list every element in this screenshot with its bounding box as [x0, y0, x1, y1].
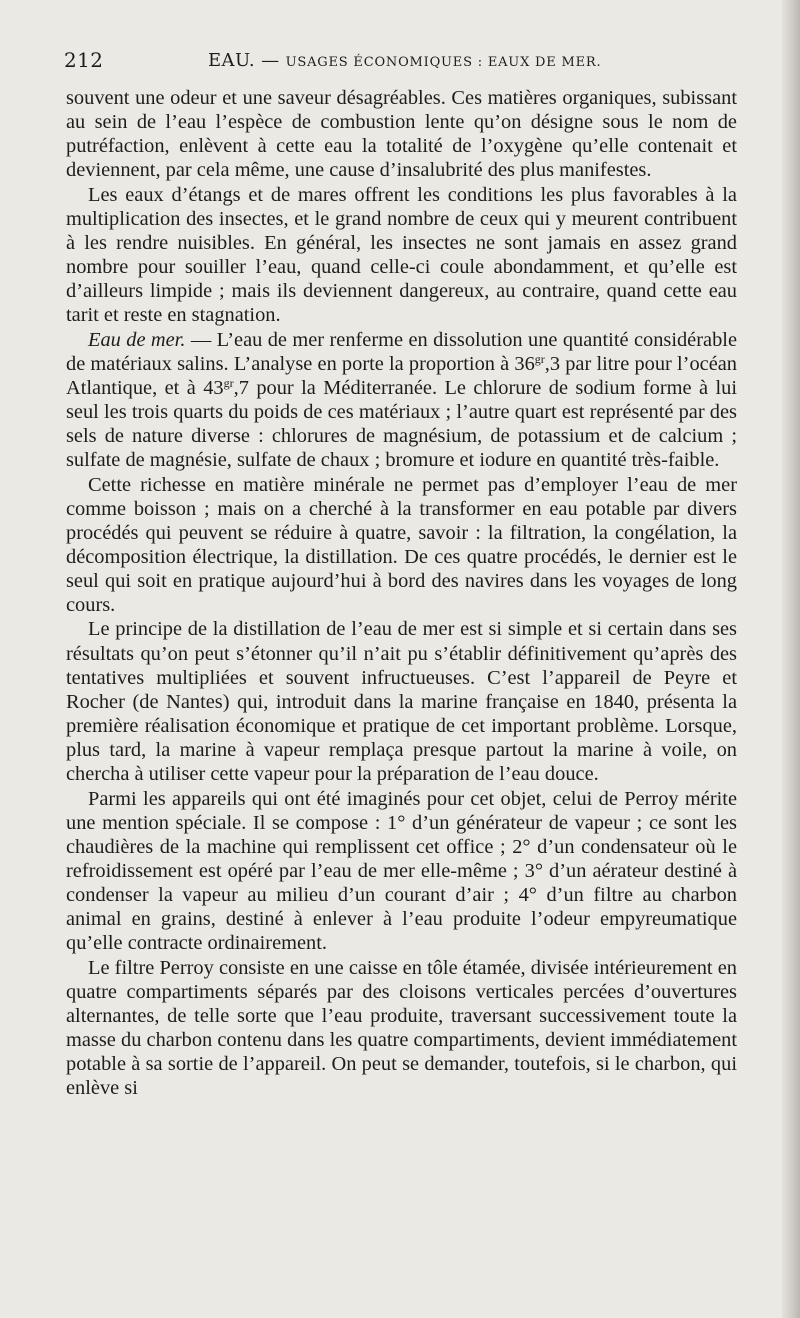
running-title-section: USAGES ÉCONOMIQUES : EAUX DE MER. [285, 55, 602, 70]
text-run: ,3 par litre pour l’océan Atlantique, et à 43 [66, 352, 737, 399]
running-header [64, 48, 736, 78]
unit-superscript: gr [534, 351, 545, 366]
paragraph: souvent une odeur et une saveur désagréables. Ces matières organiques, subissant au sein de l’eau l’espèce de combustion lente qu’on désigne sous le nom de putréfaction, enlèvent à cette eau la totalité de l’oxygène qu’elle contenait et deviennent, par cela même, une cause d’insalubrité des plus manifestes. [66, 87, 737, 182]
body-text [66, 86, 737, 1101]
paragraph: Le principe de la distillation de l’eau de mer est si simple et si certain dans ses résultats qu’on peut s’étonner qu’il n’ait pu s’établir définitivement qu’après des tentatives multipliées et souvent infructueuses. C’est l’appareil de Peyre et Rocher (de Nantes) qui, introduit dans la marine française en 1840, présenta la première réalisation économique et pratique de cet important problème. Lorsque, plus tard, la marine à vapeur remplaça presque partout la marine à voile, on chercha à utiliser cette vapeur pour la préparation de l’eau douce. [66, 618, 737, 786]
paragraph: Cette richesse en matière minérale ne permet pas d’employer l’eau de mer comme boisson ; mais on a cherché à la transformer en eau potable par divers procédés qui peuvent se réduire à quatre, savoir : la filtration, la congélation, la décomposition électrique, la distillation. De ces quatre procédés, le dernier est le seul qui soit en pratique aujourd’hui à bord des navires dans les voyages de long cours. [66, 473, 737, 617]
paragraph: Parmi les appareils qui ont été imaginés pour cet objet, celui de Perroy mérite une mention spéciale. Il se compose : 1° d’un générateur de vapeur ; ce sont les chaudières de la machine qui remplissent cet office ; 2° d’un condensateur où le refroidissement est opéré par l’eau de mer elle-même ; 3° d’un aérateur destiné à condenser la vapeur au milieu d’un courant d’air ; 4° d’un filtre au charbon animal en grains, destiné à enlever à l’eau produite l’odeur empyreumatique qu’elle contracte ordinairement. [66, 787, 737, 955]
page-edge-shadow [782, 0, 800, 1318]
section-heading-italic: Eau de mer. [88, 328, 186, 351]
paragraph-sea-water [66, 328, 737, 473]
running-title [208, 50, 601, 71]
unit-superscript: gr [223, 375, 234, 390]
text-run: — L’eau de mer renferme en dissolution une quantité considérable de matériaux salins. L’analyse en porte la proportion à 36 [66, 328, 737, 375]
page-number: 212 [64, 48, 104, 72]
paragraph: Les eaux d’étangs et de mares offrent les conditions les plus favorables à la multiplication des insectes, et le grand nombre de ceux qui y meurent contribuent à les rendre nuisibles. En général, les insectes ne sont jamais en assez grand nombre pour souiller l’eau, quand celle-ci coule abondamment, et qu’elle est d’ailleurs limpide ; mais ils deviennent dangereux, au contraire, quand cette eau tarit et reste en stagnation. [66, 183, 737, 327]
running-title-main: EAU. [208, 50, 255, 71]
running-title-separator: — [261, 50, 280, 71]
paragraph: Le filtre Perroy consiste en une caisse en tôle étamée, divisée intérieurement en quatre compartiments séparés par des cloisons verticales percées d’ouvertures alternantes, de telle sorte que l’eau produite, traversant successivement toute la masse du charbon contenu dans les quatre compartiments, devient immédiatement potable à sa sortie de l’appareil. On peut se demander, toutefois, si le charbon, qui enlève si [66, 956, 737, 1100]
text-run: ,7 pour la Méditerranée. Le chlorure de sodium forme à lui seul les trois quarts du poids de ces matériaux ; l’autre quart est représenté par des sels de nature diverse : chlorures de magnésium, de potassium et de calcium ; sulfate de magnésie, sulfate de chaux ; bromure et iodure en quantité très-faible. [66, 376, 738, 472]
